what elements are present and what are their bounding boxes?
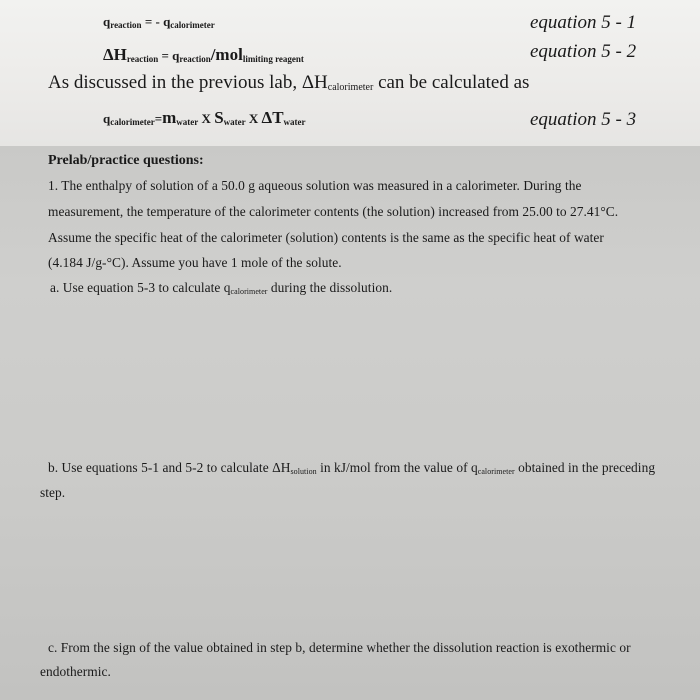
equation-5-3: $q_{calorimeter}=m_{water}$ X $S_{water}$ X $\Delta T_{water}$ <box>103 108 306 127</box>
question-1b-line-1: b. Use equations 5-1 and 5-2 to calculate $\Delta H_{solution}$ in kJ/mol from the value of $q_{calorimeter}$ obtained in the preceding <box>48 460 656 476</box>
question-1-line-3: Assume the specific heat of the calorimeter (solution) contents is the same as the specific heat of water <box>48 230 604 245</box>
equation-5-3-label: equation 5 - 3 <box>530 109 637 130</box>
equation-5-1-label: equation 5 - 1 <box>530 12 637 33</box>
prelab-heading: Prelab/practice questions: <box>48 153 204 168</box>
question-1-line-1: 1. The enthalpy of solution of a 50.0 g aqueous solution was measured in a calorimeter. During the <box>48 178 582 193</box>
equation-5-2: $\Delta H_{reaction} = q_{reaction}/mol_{limiting reagent}$ <box>103 45 304 64</box>
question-1c-line-1: c. From the sign of the value obtained in step b, determine whether the dissolution reaction is exothermic or <box>48 640 631 655</box>
question-1b-line-2: step. <box>40 485 66 500</box>
equation-5-2-label: equation 5 - 2 <box>530 41 637 62</box>
question-1c-line-2: endothermic. <box>40 664 111 679</box>
question-1-line-2: measurement, the temperature of the calorimeter contents (the solution) increased from 25.00 to 27.41°C. <box>48 204 619 219</box>
q-symbol: q <box>103 14 111 29</box>
question-1a: a. Use equation 5-3 to calculate $q_{calorimeter}$ during the dissolution. <box>50 280 393 296</box>
equation-5-1: $q_{reaction}$ = - $q_{calorimeter}$ <box>103 14 215 30</box>
intro-text: As discussed in the previous lab, $\Delta H_{calorimeter}$ can be calculated as <box>48 72 530 93</box>
question-1-line-4: (4.184 J/g-°C). Assume you have 1 mole of the solute. <box>48 255 342 270</box>
